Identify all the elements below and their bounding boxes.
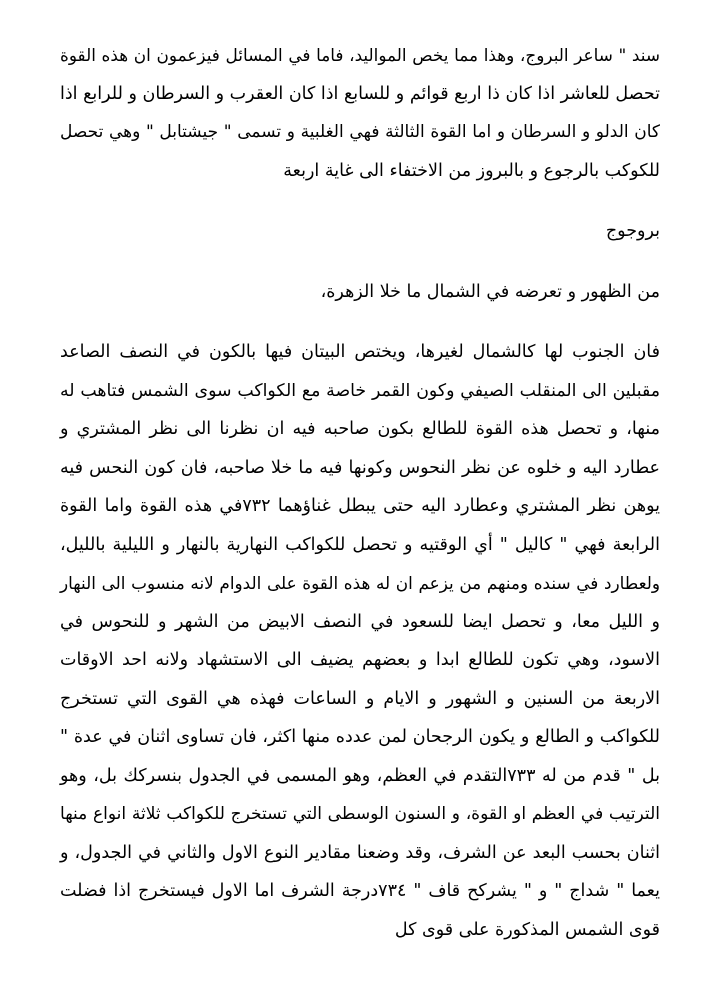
text-line: و الليل معا، و تحصل ايضا للسعود في النصف الابيض من الشهر و للنحوس في: [60, 611, 660, 632]
text-line: سند " ساعر البروج، وهذا مما يخص المواليد، فاما في المسائل فيزعمون ان هذه القوة: [60, 45, 660, 65]
paragraph-2: [60, 212, 660, 251]
text-line: قوى الشمس المذكورة على قوى كل: [394, 919, 660, 940]
text-line: الرابعة فهي " كاليل " أي الوقتيه و تحصل للكواكب النهارية بالنهار و الليلية بالليل،: [60, 534, 660, 555]
text-line: ولعطارد في سنده ومنهم من يزعم ان له هذه القوة على الدوام لانه منسوب الى النهار: [60, 573, 660, 593]
text-line: بل " قدم من له ٧٣٣التقدم في العظم، وهو المسمى في الجدول بنسركك بل، وهو: [60, 765, 660, 786]
text-line: مقبلين الى المنقلب الصيفي وكون القمر خاصة مع الكواكب سوى الشمس فتاهب له: [60, 380, 660, 401]
text-line: الاسود، وهي تكون للطالع ابدا و بعضهم يضيف الى الاستشهاد ولانه احد الاوقات: [60, 650, 660, 670]
text-line: عطارد اليه و خلوه عن نظر النحوس وكونها فيه ما خلا صاحبه، فان كون النحس فيه: [60, 457, 660, 478]
text-line: يوهن نظر المشتري وعطارد اليه حتى يبطل غناؤهما ٧٣٢في هذه القوة واما القوة: [60, 496, 660, 516]
paragraph-3: [60, 273, 660, 312]
text-line: الترتيب في العظم او القوة، و السنون الوسطى التي تستخرج للكواكب ثلاثة انواع منها: [60, 804, 660, 824]
paragraph-4: [60, 333, 660, 949]
text-line: للكوكب بالرجوع و بالبروز من الاختفاء الى غاية اربعة: [283, 160, 660, 181]
text-line: اثنان بحسب البعد عن الشرف، وقد وضعنا مقادير النوع الاول والثاني في الجدول، و: [60, 842, 660, 863]
paragraph-1: [60, 36, 660, 190]
text-line: بروجوج: [605, 221, 660, 241]
text-line: كان الدلو و السرطان و اما القوة الثالثة فهي الغلبية و تسمى " جيشتابل " وهي تحصل: [60, 122, 660, 142]
text-line: يعما " شداج " و " يشركح قاف " ٧٣٤درجة الشرف اما الاول فيستخرج اذا فضلت: [60, 881, 660, 901]
text-line: من الظهور و تعرضه في الشمال ما خلا الزهرة،: [320, 281, 660, 302]
text-line: تحصل للعاشر اذا كان ذا اربع قوائم و للسابع اذا كان العقرب و السرطان و للرابع اذا: [60, 83, 660, 104]
text-line: الاربعة من السنين و الشهور و الايام و الساعات فهذه هي القوى التي تستخرج: [60, 688, 660, 709]
document-page: [60, 36, 660, 971]
text-line: للكواكب و الطالع و يكون الرجحان لمن عدده منها اكثر، فان تساوى اثنان في عدة ": [60, 727, 660, 747]
text-line: منها، و تحصل هذه القوة للطالع بكون صاحبه فيه ان نظرنا الى نظر المشتري و: [60, 419, 660, 439]
text-line: فان الجنوب لها كالشمال لغيرها، ويختص البيتان فيها بالكون في النصف الصاعد: [60, 342, 660, 362]
